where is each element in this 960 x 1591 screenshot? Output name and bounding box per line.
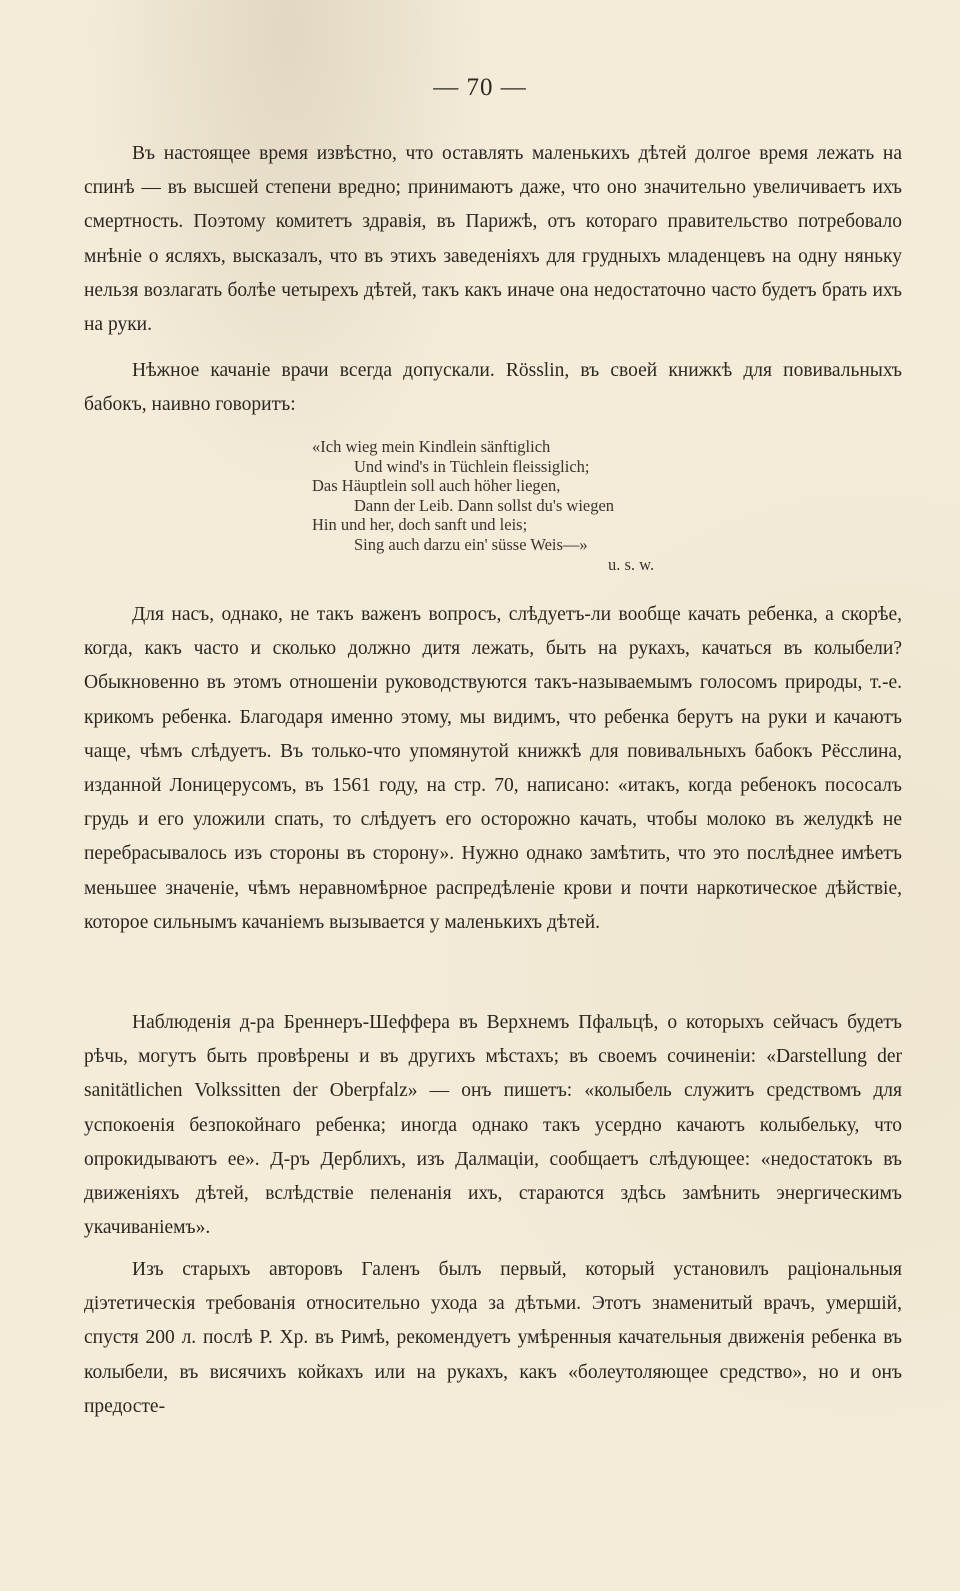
verse-line: Sing auch darzu ein' süsse Weis—» (354, 534, 588, 554)
paragraph-1: Въ настоящее время извѣстно, что оставлять маленькихъ дѣтей долгое время лежать на спинѣ — въ высшей степени вредно; принимаютъ даже, что оно значительно увеличиваетъ ихъ смертность. Поэтому комитетъ здравія, въ Парижѣ, отъ котораго правительство потребовало мнѣніе о ясляхъ, высказалъ, что въ этихъ заведеніяхъ для грудныхъ младенцевъ на одну няньку нельзя возлагать болѣе четырехъ дѣтей, такъ какъ иначе она недостаточно часто будетъ брать ихъ на руки. (84, 143, 902, 336)
verse-line: Hin und her, doch sanft und leis; (312, 515, 528, 535)
paragraph-5: Изъ старыхъ авторовъ Галенъ былъ первый, который установилъ раціональныя діэтетическія требованія относительно ухода за дѣтьми. Этотъ знаменитый врачъ, умершій, спустя 200 л. послѣ Р. Хр. въ Римѣ, рекомендуетъ умѣренныя качательныя движенія ребенка въ колыбели, въ висячихъ койкахъ или на рукахъ, какъ «болеутоляющее средство», но и онъ предосте- (84, 1259, 902, 1417)
verse-line: u. s. w. (608, 554, 655, 574)
verse-line: Dann der Leib. Dann sollst du's wiegen (354, 495, 615, 515)
page-number: — 70 — (433, 74, 527, 101)
paragraph-3: Для насъ, однако, не такъ важенъ вопросъ, слѣдуетъ-ли вообще качать ребенка, а скорѣе, когда, какъ часто и сколько должно дитя лежать, быть на рукахъ, качаться въ колыбели? Обыкновенно въ этомъ отношеніи руководствуются такъ-называемымъ голосомъ природы, т.-е. крикомъ ребенка. Благодаря именно этому, мы видимъ, что ребенка берутъ на руки и качаютъ чаще, чѣмъ слѣдуетъ. Въ только-что упомянутой книжкѣ для повивальныхъ бабокъ Рёсслина, изданной Лоницерусомъ, въ 1561 году, на стр. 70, написано: «итакъ, когда ребенокъ пососалъ грудь и его уложили спать, то слѣдуетъ его осторожно качать, чтобы молоко въ желудкѣ не перебрасывалось изъ стороны въ сторону». Нужно однако замѣтить, что это послѣднее имѣетъ меньшее значеніе, чѣмъ неравномѣрное распредѣленіе крови и почти наркотическое дѣйствіе, которое сильнымъ качаніемъ вызывается у маленькихъ дѣтей. (84, 604, 902, 933)
german-verse-quote (312, 437, 752, 574)
verse-line: Und wind's in Tüchlein fleissiglich; (354, 456, 590, 476)
verse-line: Das Häuptlein soll auch höher liegen, (312, 476, 561, 496)
paragraph-4: Наблюденія д-ра Бреннеръ-Шеффера въ Верхнемъ Пфальцѣ, о которыхъ сейчасъ будетъ рѣчь, могутъ быть провѣрены и въ другихъ мѣстахъ; въ своемъ сочиненіи: «Darstellung der sanitätlichen Volkssitten der Oberpfalz» — онъ пишетъ: «колыбель служитъ средствомъ для успокоенія безпокойнаго ребенка; иногда однако такъ усердно качаютъ колыбельку, что опрокидываютъ ее». Д-ръ Дерблихъ, изъ Далмаціи, сообщаетъ слѣдующее: «недостатокъ въ движеніяхъ дѣтей, вслѣдствіе пеленанія ихъ, стараются здѣсь замѣнить энергическимъ укачиваніемъ». (84, 1012, 902, 1239)
verse-line: «Ich wieg mein Kindlein sänftiglich (312, 437, 551, 456)
paragraph-2: Нѣжное качаніе врачи всегда допускали. Rösslin, въ своей книжкѣ для повивальныхъ бабокъ, наивно говоритъ: (84, 360, 902, 416)
